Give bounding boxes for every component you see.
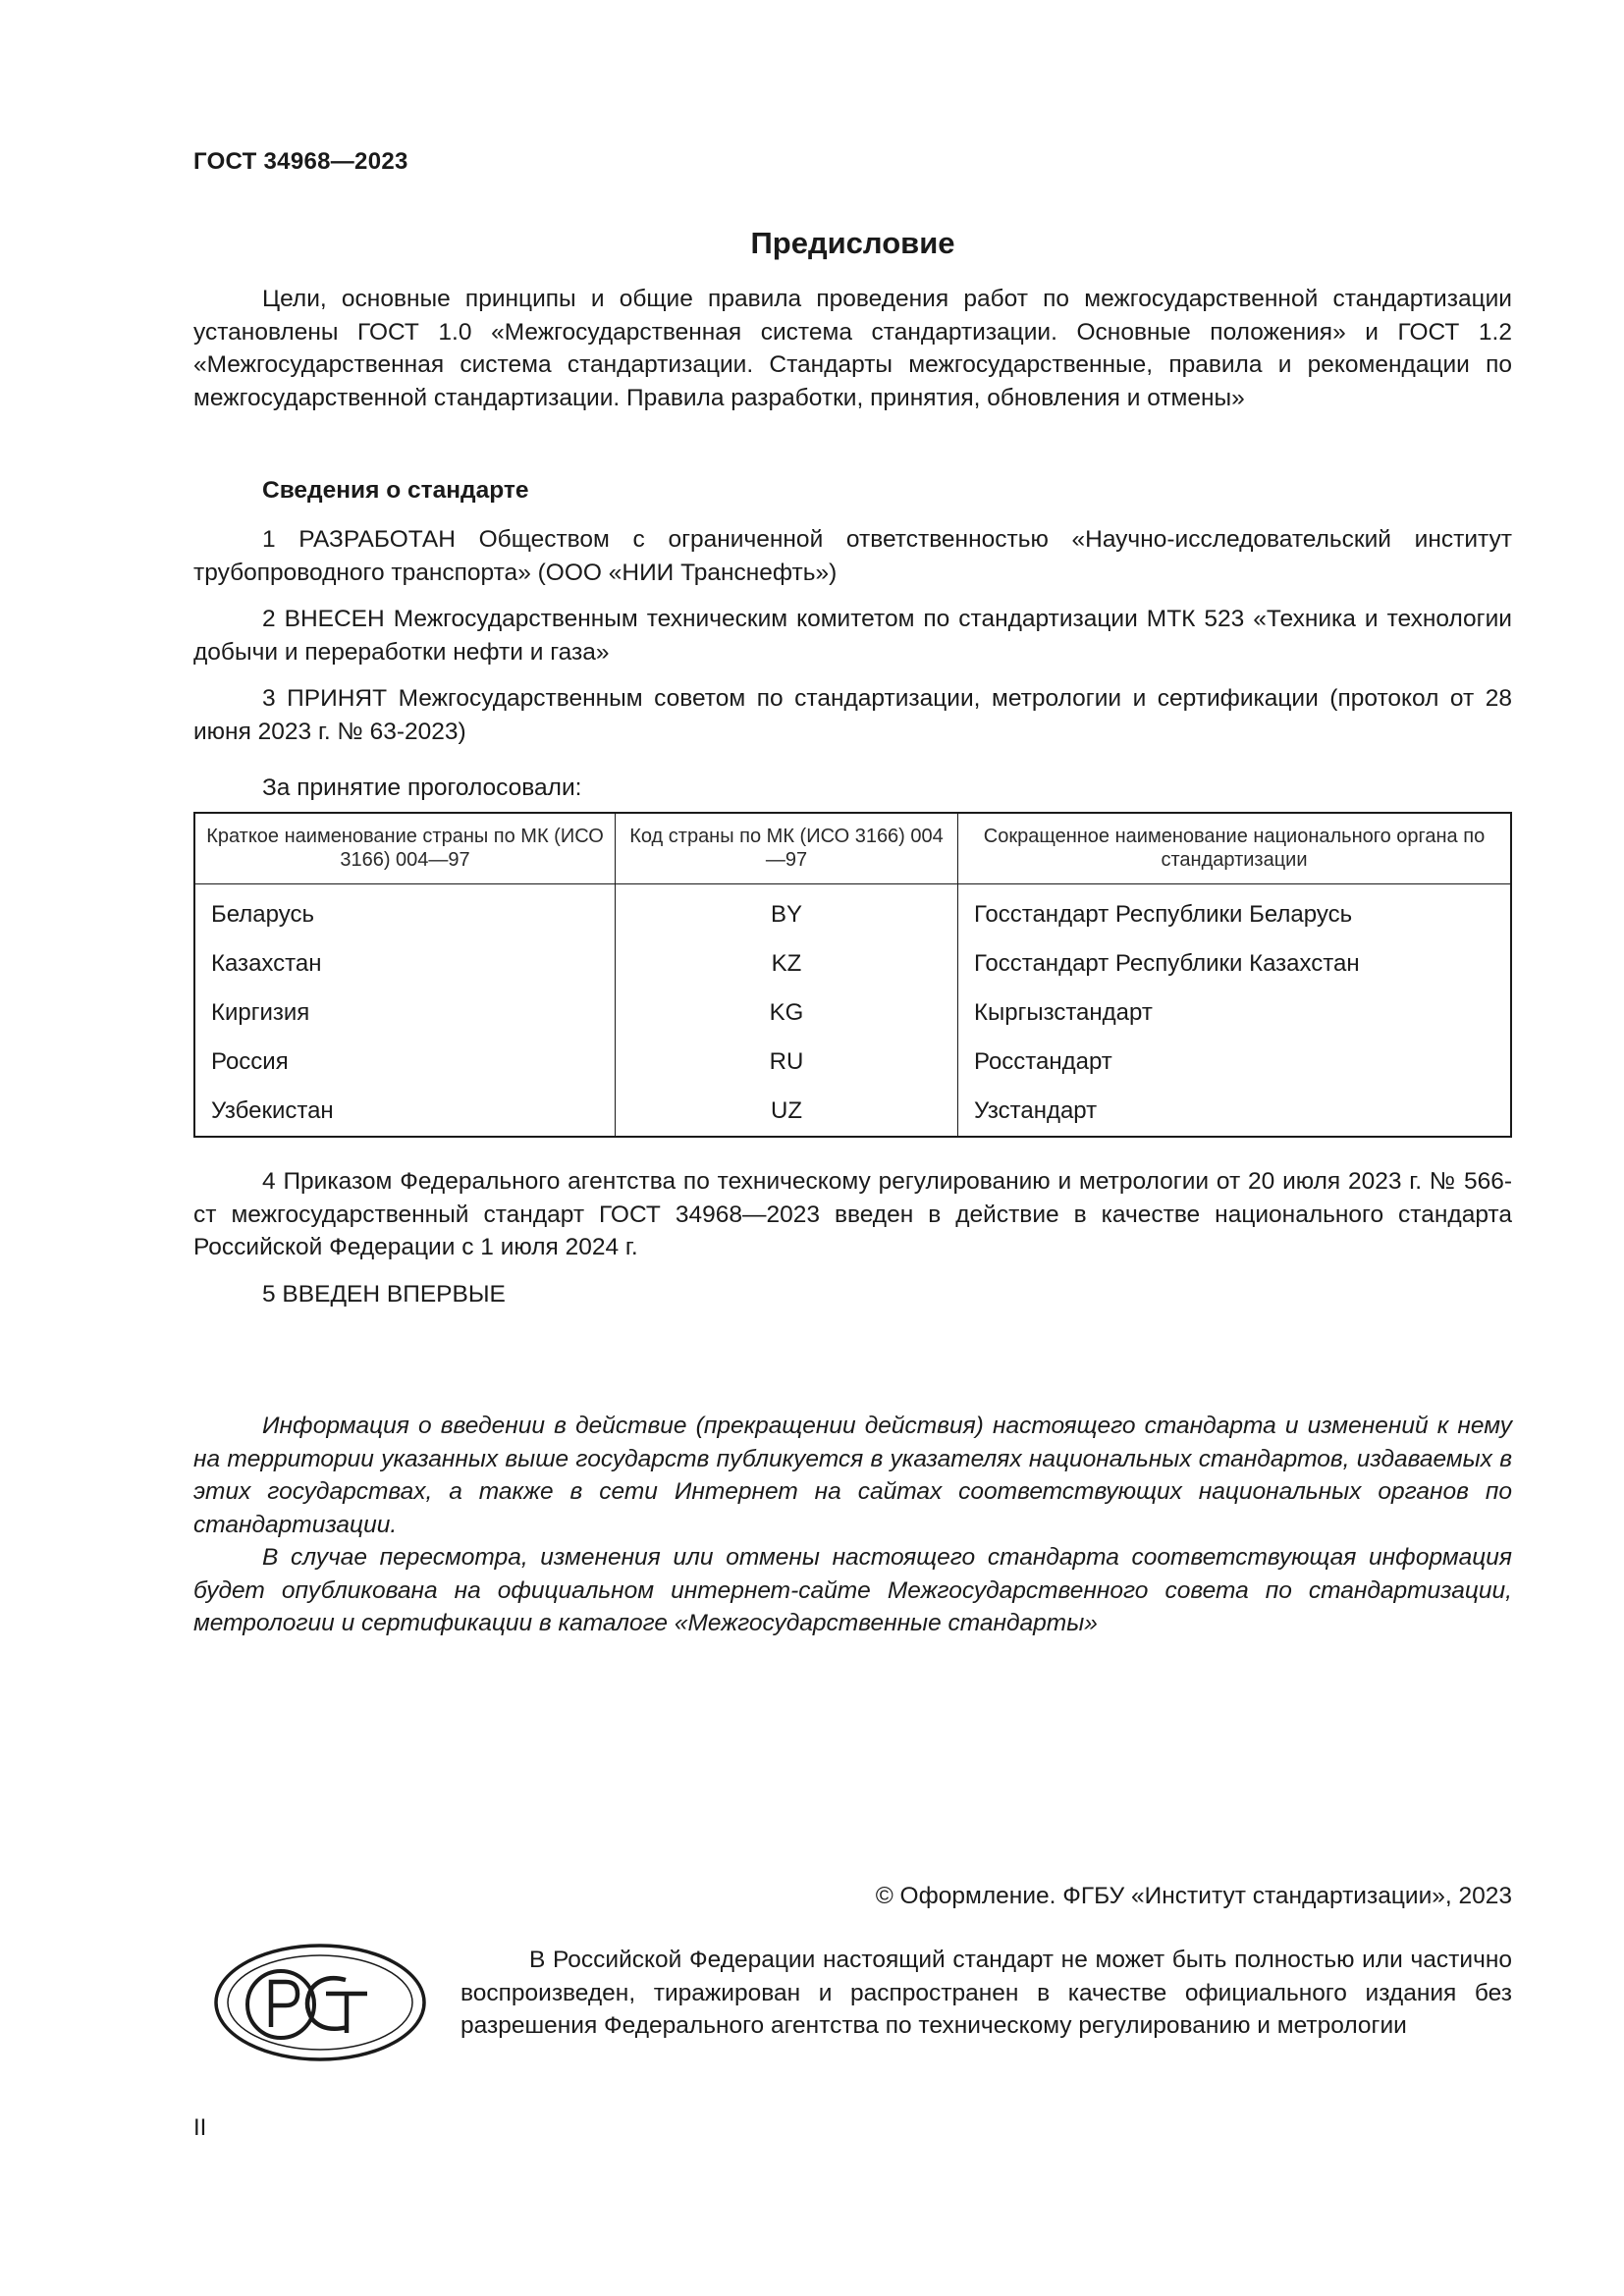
item-enacted: 4 Приказом Федерального агентства по техническому регулированию и метрологии от 20 июля 2023 г. № 566-ст межгосударственный стандарт ГОСТ 34968—2023 введен в действие в качестве национального стандарта Российской Федерации с 1 июля 2024 г. — [193, 1168, 1512, 1260]
page-number: II — [193, 2114, 207, 2141]
table-row — [194, 884, 1511, 940]
cell-code: UZ — [616, 1087, 958, 1137]
cell-country: Киргизия — [211, 999, 310, 1026]
table-row — [194, 1087, 1511, 1137]
cell-national-body: Узстандарт — [958, 1087, 1512, 1137]
cell-national-body: Госстандарт Республики Беларусь — [958, 884, 1512, 940]
item-developed: 1 РАЗРАБОТАН Обществом с ограниченной ответственностью «Научно-исследовательский институт трубопроводного транспорта» (ООО «НИИ Транснефть») — [193, 526, 1512, 586]
rights-notice: В Российской Федерации настоящий стандарт не может быть полностью или частично воспроизведен, тиражирован и распространен в качестве официального издания без разрешения Федерального агентства по техническому регулированию и метрологии — [460, 1947, 1512, 2039]
cell-national-body: Кыргызстандарт — [958, 988, 1512, 1038]
item-first-introduced: 5 ВВЕДЕН ВПЕРВЫЕ — [262, 1281, 506, 1308]
cell-country: Беларусь — [211, 901, 314, 928]
cell-national-body: Росстандарт — [958, 1038, 1512, 1087]
cell-country: Казахстан — [211, 950, 322, 977]
page-title: Предисловие — [750, 226, 955, 260]
table-row — [194, 988, 1511, 1038]
cell-code: KZ — [616, 939, 958, 988]
notice-revision: В случае пересмотра, изменения или отмены настоящего стандарта соответствующая информация будет опубликована на официальном интернет-сайте Межгосударственного совета по стандартизации, метрологии и сертификации в каталоге «Межгосударственные стандарты» — [193, 1544, 1512, 1636]
cell-country: Россия — [211, 1048, 289, 1075]
cell-country: Узбекистан — [211, 1097, 334, 1124]
info-heading: Сведения о стандарте — [262, 477, 529, 504]
cell-code: BY — [616, 884, 958, 940]
cell-national-body: Госстандарт Республики Казахстан — [958, 939, 1512, 988]
copyright-line: © Оформление. ФГБУ «Институт стандартизации», 2023 — [875, 1883, 1512, 1909]
table-row — [194, 939, 1511, 988]
cell-code: KG — [616, 988, 958, 1038]
item-adopted: 3 ПРИНЯТ Межгосударственным советом по стандартизации, метрологии и сертификации (протокол от 28 июня 2023 г. № 63-2023) — [193, 685, 1512, 745]
header-country: Краткое наименование страны по МК (ИСО 3166) 004—97 — [194, 813, 616, 884]
header-code: Код страны по МК (ИСО 3166) 004—97 — [616, 813, 958, 884]
header-national-body: Сокращенное наименование национального органа по стандартизации — [958, 813, 1512, 884]
vote-label: За принятие проголосовали: — [262, 774, 582, 801]
table-row — [194, 1038, 1511, 1087]
rst-certification-mark-icon — [210, 1939, 431, 2066]
table-header-row — [194, 813, 1511, 884]
standard-code-header: ГОСТ 34968—2023 — [193, 148, 408, 175]
cell-code: RU — [616, 1038, 958, 1087]
intro-paragraph: Цели, основные принципы и общие правила проведения работ по межгосударственной стандартизации установлены ГОСТ 1.0 «Межгосударственная система стандартизации. Основные положения» и ГОСТ 1.2 «Межгосударственная система стандартизации. Стандарты межгосударственные, правила и рекомендации по межгосударственной стандартизации. Правила разработки, принятия, обновления и отмены» — [193, 286, 1512, 411]
notice-publication: Информация о введении в действие (прекращении действия) настоящего стандарта и изменений к нему на территории указанных выше государств публикуется в указателях национальных стандартов, издаваемых в этих государствах, а также в сети Интернет на сайтах соответствующих национальных органов по стандартизации. — [193, 1413, 1512, 1538]
item-submitted: 2 ВНЕСЕН Межгосударственным техническим комитетом по стандартизации МТК 523 «Техника и технологии добычи и переработки нефти и газа» — [193, 606, 1512, 666]
voting-table — [193, 812, 1512, 1138]
